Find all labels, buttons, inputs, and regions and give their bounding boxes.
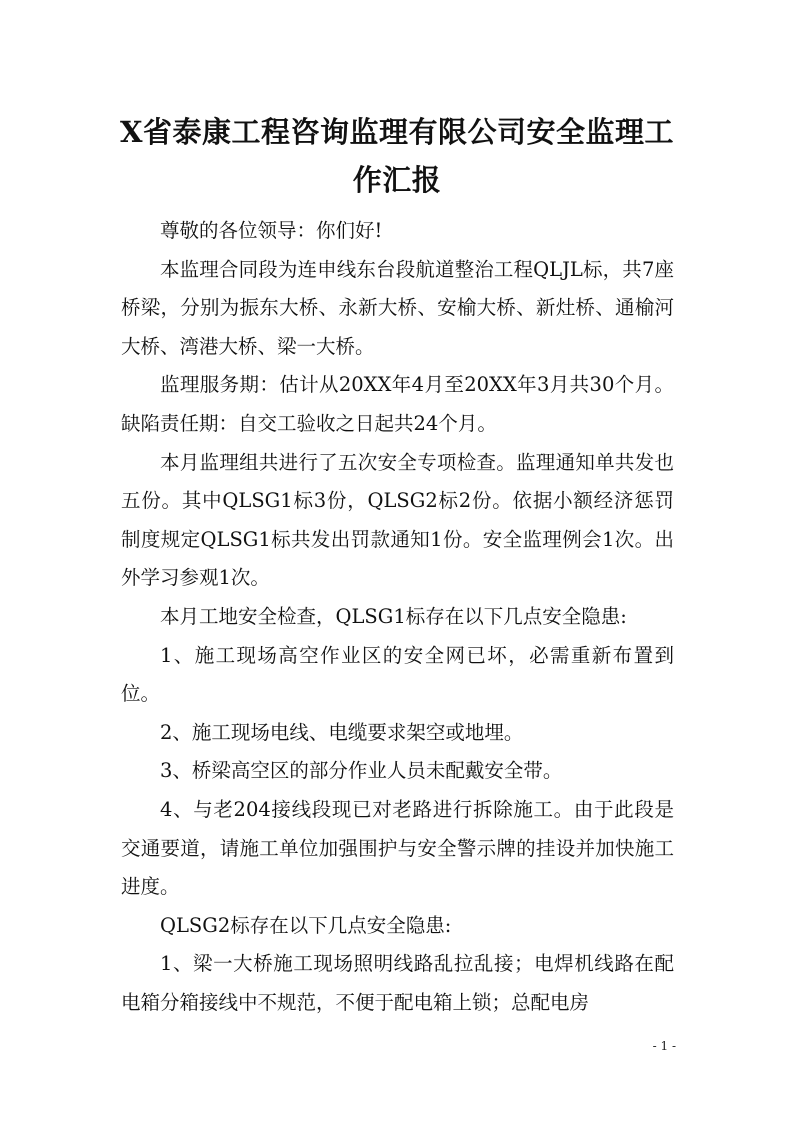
inspection-summary-paragraph: 本月监理组共进行了五次安全专项检查。监理通知单共发也五份。其中QLSG1标3份，QLSG2标2份。依据小额经济惩罚制度规定QLSG1标共发出罚款通知1份。安全监理例会1次。出外学习参观1次。 [121,450,674,590]
qlsg2-hazard-item-1: 1、梁一大桥施工现场照明线路乱拉乱接；电焊机线路在配电箱分箱接线中不规范，不便于配电箱上锁；总配电房 [121,952,674,1014]
document-title [100,108,694,204]
qlsg1-hazard-item-3: 3、桥梁高空区的部分作业人员未配戴安全带。 [160,759,563,783]
qlsg1-hazards-heading: 本月工地安全检查，QLSG1标存在以下几点安全隐患: [160,604,627,628]
title-line-1: X省泰康工程咨询监理有限公司安全监理工 [119,115,674,149]
qlsg1-hazard-item-2: 2、施工现场电线、电缆要求架空或地埋。 [160,720,524,744]
qlsg2-hazards-heading: QLSG2标存在以下几点安全隐患: [160,913,452,937]
document-body [121,212,674,1022]
greeting-paragraph: 尊敬的各位领导：你们好! [160,219,383,242]
title-line-2: 作汇报 [352,163,442,197]
contract-section-paragraph: 本监理合同段为连申线东台段航道整治工程QLJL标，共7座桥梁，分别为振东大桥、永新大桥、安榆大桥、新灶桥、通榆河大桥、湾港大桥、梁一大桥。 [121,257,674,358]
qlsg1-hazard-item-4: 4、与老204接线段现已对老路进行拆除施工。由于此段是交通要道，请施工单位加强围护与安全警示牌的挂设并加快施工进度。 [121,797,674,899]
page-number: - 1 - [652,1039,676,1053]
qlsg1-hazard-item-1: 1、施工现场高空作业区的安全网已坏，必需重新布置到位。 [121,643,674,706]
service-period-paragraph: 监理服务期：估计从20XX年4月至20XX年3月共30个月。缺陷责任期：自交工验收之日起共24个月。 [121,373,674,435]
